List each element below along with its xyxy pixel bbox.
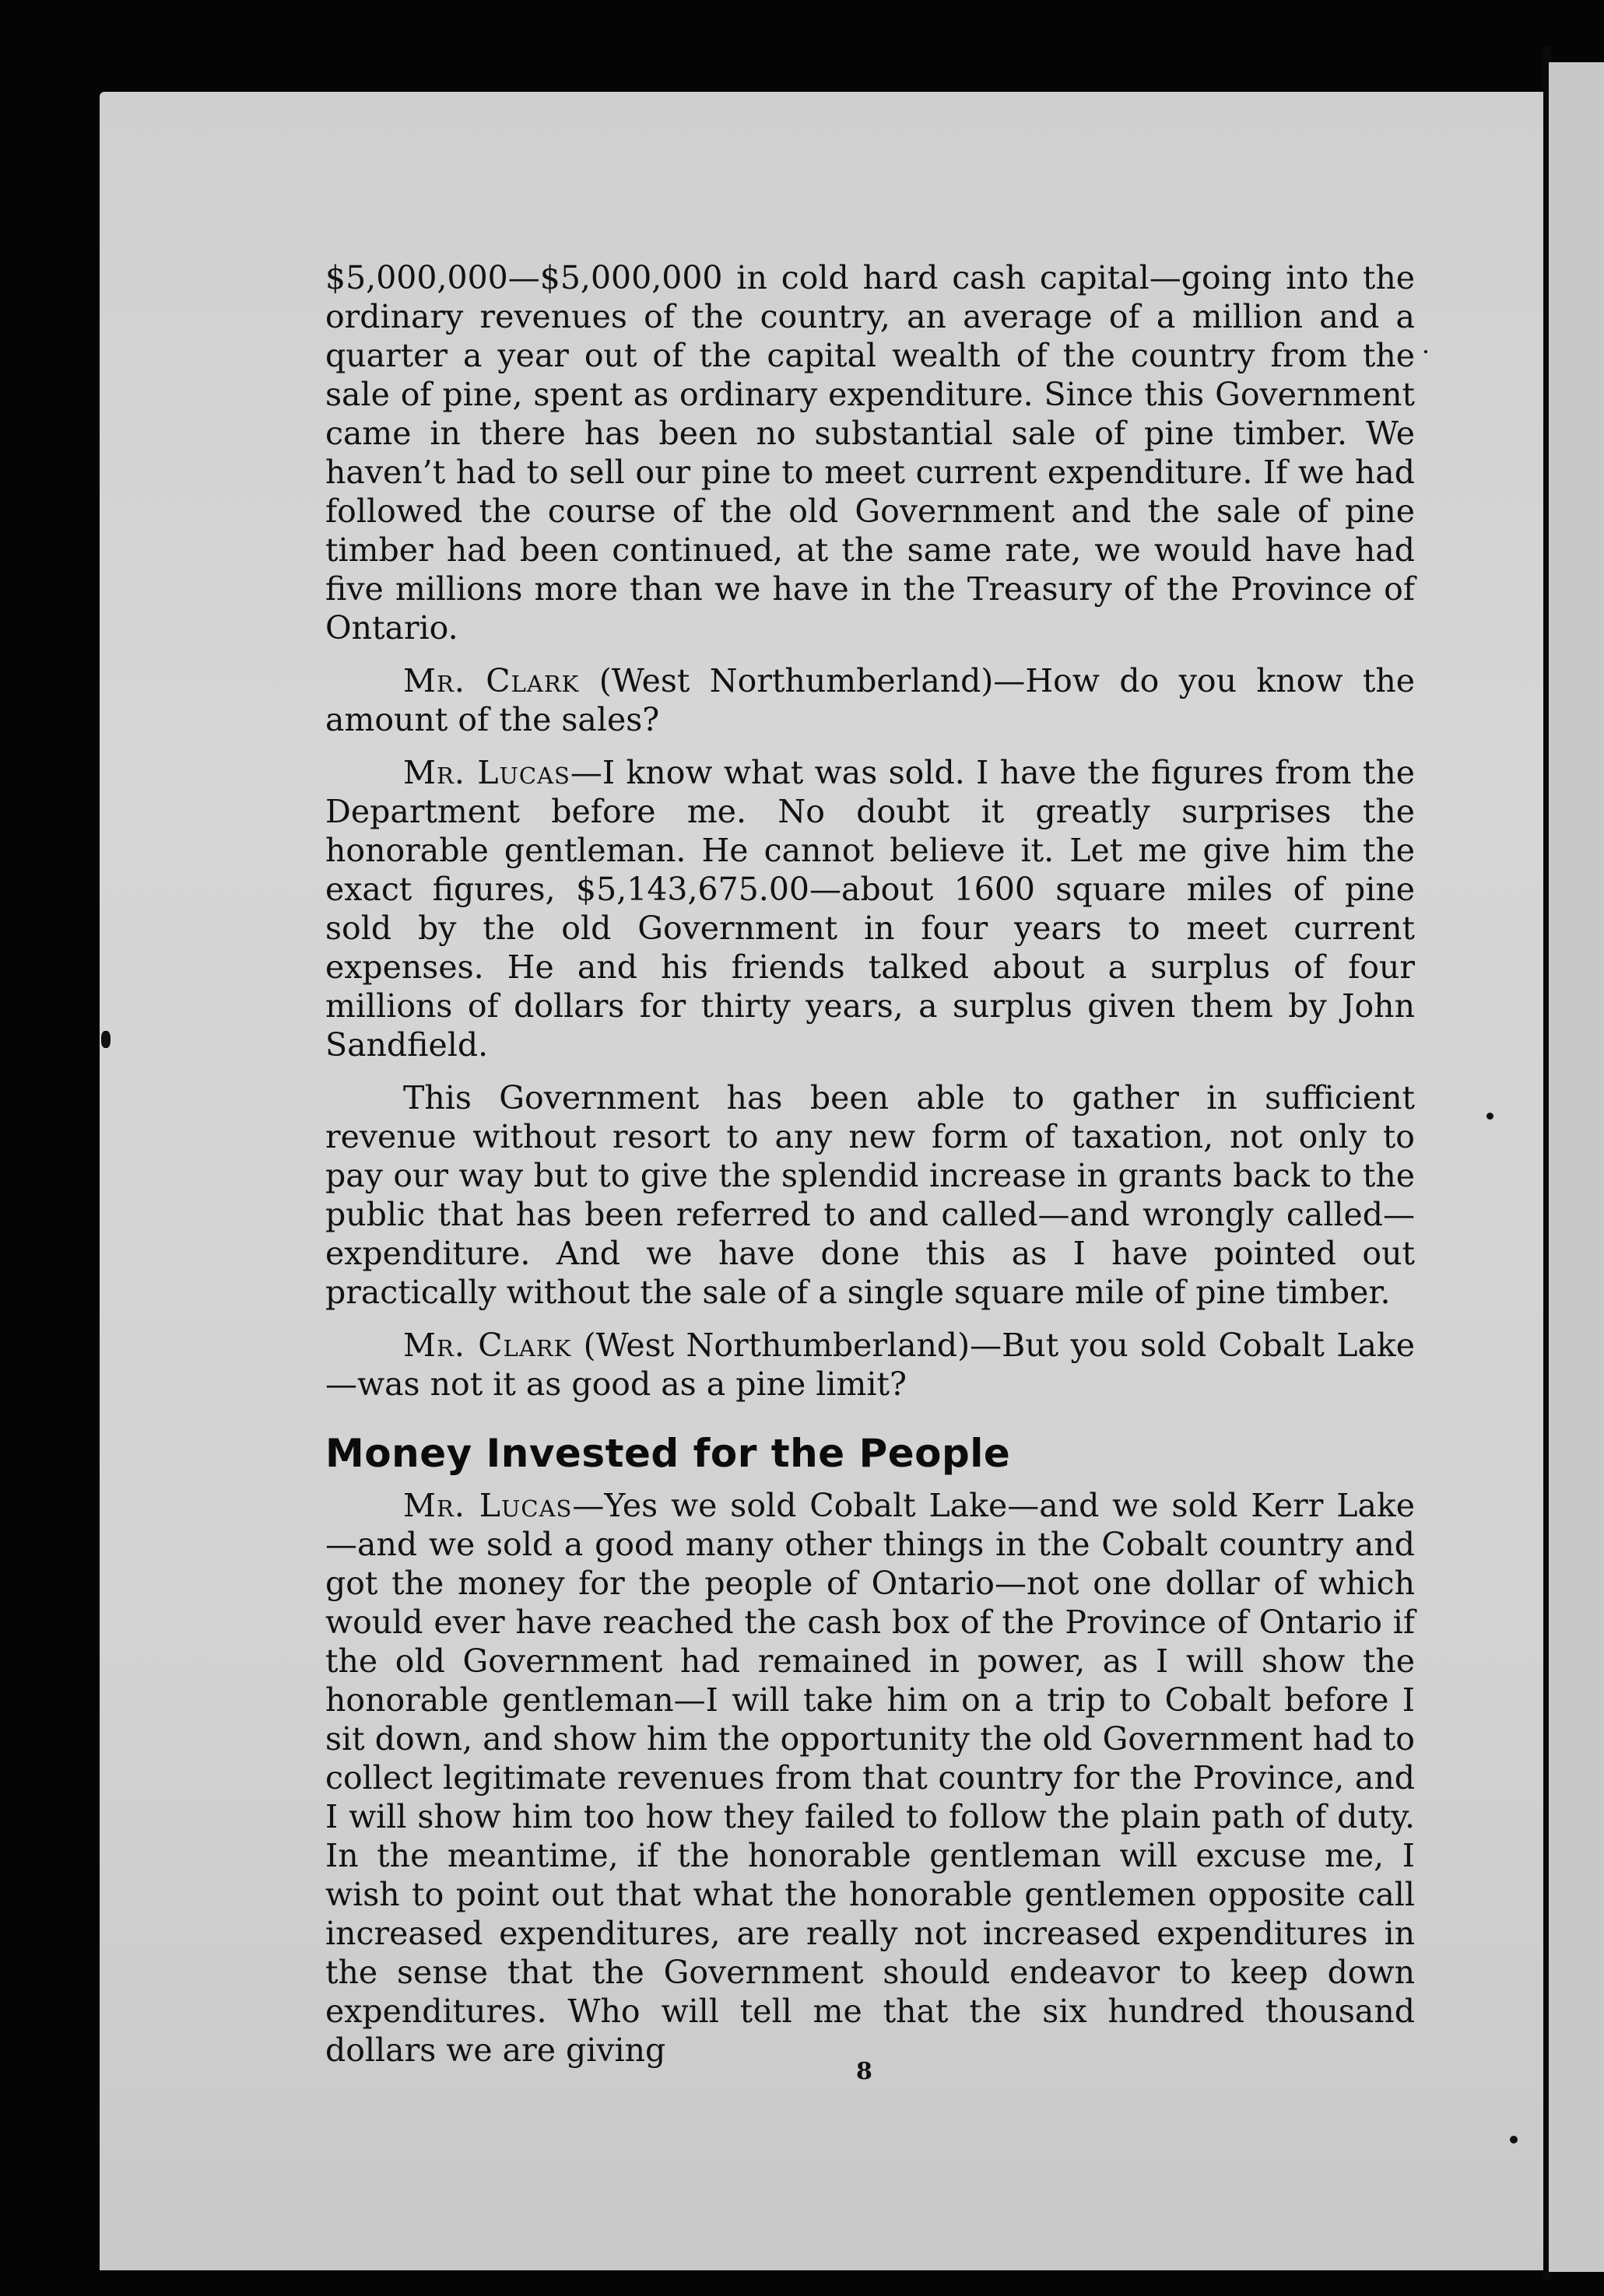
paragraph-2 [325,661,1415,739]
section-heading: Money Invested for the People [325,1431,1011,1476]
paragraph-3-text: —I know what was sold. I have the figures from the Department before me. No doubt it greatly surprises the honorable gentleman. He cannot believe it. Let me give him the exact figures, $5,143,675.00—about 1600 square miles of pine sold by the old Government in four years to meet current expenses. He and his friends talked about a surplus of four millions of dollars for thirty years, a surplus given them by John Sandfield. [325,754,1415,1064]
paragraph-1 [325,258,1415,647]
scan-speck [1486,1113,1493,1120]
scan-speck [1424,350,1427,353]
paragraph-6-text: —Yes we sold Cobalt Lake—and we sold Kerr Lake—and we sold a good many other things in the Cobalt country and got the money for the people of Ontario—not one dollar of which would ever have reached the cash box of the Province of Ontario if the old Government had remained in power, as I will show the honorable gentleman—I will take him on a trip to Cobalt before I sit down, and show him the opportunity the old Government had to collect legitimate revenues from that country for the Province, and I will show him too how they failed to follow the plain path of duty. In the meantime, if the honorable gentleman will excuse me, I wish to point out that what the honorable gentlemen opposite call increased expenditures, are really not increased expenditures in the sense that the Government should endeavor to keep down expenditures. Who will tell me that the six hundred thousand dollars we are giving [325,1487,1415,2069]
body-text [325,258,1415,2084]
speaker-name: Mr. Lucas [403,1487,573,1524]
paragraph-6 [325,1486,1415,2070]
scan-speck [1510,2136,1518,2144]
speaker-name: Mr. Clark [403,662,580,699]
adjacent-page-edge [1549,62,1604,2272]
paragraph-2-text: (West Northumberland)—How do you know the amount of the sales? [325,662,1416,738]
scan-speck [101,1031,111,1048]
paragraph-5-text: (West Northumberland)—But you sold Cobalt Lake—was not it as good as a pine limit? [325,1327,1415,1403]
paragraph-5 [325,1326,1415,1404]
paragraph-4-text: This Government has been able to gather in sufficient revenue without resort to any new form of taxation, not only to pay our way but to give the splendid increase in grants back to the public that has been referred to and called—and wrongly called—expenditure. And we have done this as I have pointed out practically without the sale of a single square mile of pine timber. [325,1079,1415,1311]
paragraph-4 [325,1078,1415,1312]
speaker-name: Mr. Clark [403,1327,572,1364]
page-number: 8 [856,2058,872,2085]
speaker-name: Mr. Lucas [403,754,570,791]
paragraph-3 [325,753,1415,1064]
paragraph-1-text: $5,000,000—$5,000,000 in cold hard cash capital—going into the ordinary revenues of the country, an average of a million and a quarter a year out of the capital wealth of the country from the sale of pine, spent as ordinary expenditure. Since this Government came in there has been no substantial sale of pine timber. We haven’t had to sell our pine to meet current expenditure. If we had followed the course of the old Government and the sale of pine timber had been continued, at the same rate, we would have had five millions more than we have in the Treasury of the Province of Ontario. [325,259,1415,647]
